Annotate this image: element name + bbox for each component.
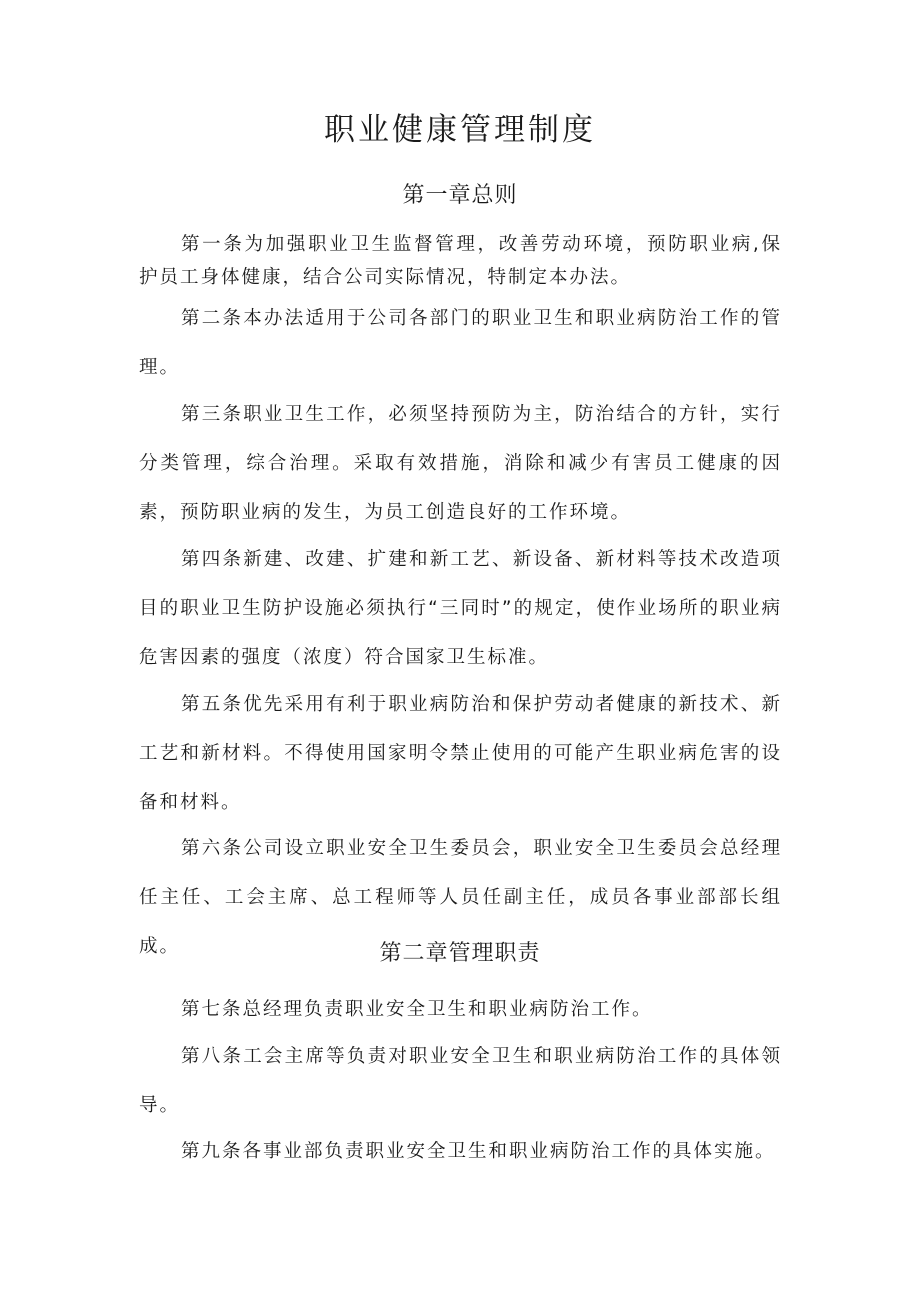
- article-1: 第一条为加强职业卫生监督管理，改善劳动环境，预防职业病,保护员工身体健康，结合公司实际情况，特制定本办法。: [139, 234, 782, 288]
- article-4: 第四条新建、改建、扩建和新工艺、新设备、新材料等技术改造项目的职业卫生防护设施必须执行“三同时”的规定，使作业场所的职业病危害因素的强度（浓度）符合国家卫生标准。: [139, 549, 782, 668]
- article-5: 第五条优先采用有利于职业病防治和保护劳动者健康的新技术、新工艺和新材料。不得使用国家明令禁止使用的可能产生职业病危害的设备和材料。: [139, 694, 782, 813]
- article-8: 第八条工会主席等负责对职业安全卫生和职业病防治工作的具体领导。: [139, 1046, 782, 1116]
- chapter-1-heading: 第一章总则: [402, 183, 518, 208]
- article-3: 第三条职业卫生工作，必须坚持预防为主，防治结合的方针，实行分类管理，综合治理。采取有效措施，消除和减少有害员工健康的因素，预防职业病的发生，为员工创造良好的工作环境。: [139, 404, 782, 523]
- article-6: 第六条公司设立职业安全卫生委员会，职业安全卫生委员会总经理任主任、工会主席、总工程师等人员任副主任，成员各事业部部长组成。: [139, 838, 782, 957]
- article-9: 第九条各事业部负责职业安全卫生和职业病防治工作的具体实施。: [181, 1141, 776, 1162]
- article-2: 第二条本办法适用于公司各部门的职业卫生和职业病防治工作的管理。: [139, 308, 782, 378]
- article-7: 第七条总经理负责职业安全卫生和职业病防治工作。: [181, 999, 653, 1020]
- chapter-2-heading: 第二章管理职责: [379, 941, 541, 966]
- document-title: 职业健康管理制度: [324, 112, 596, 148]
